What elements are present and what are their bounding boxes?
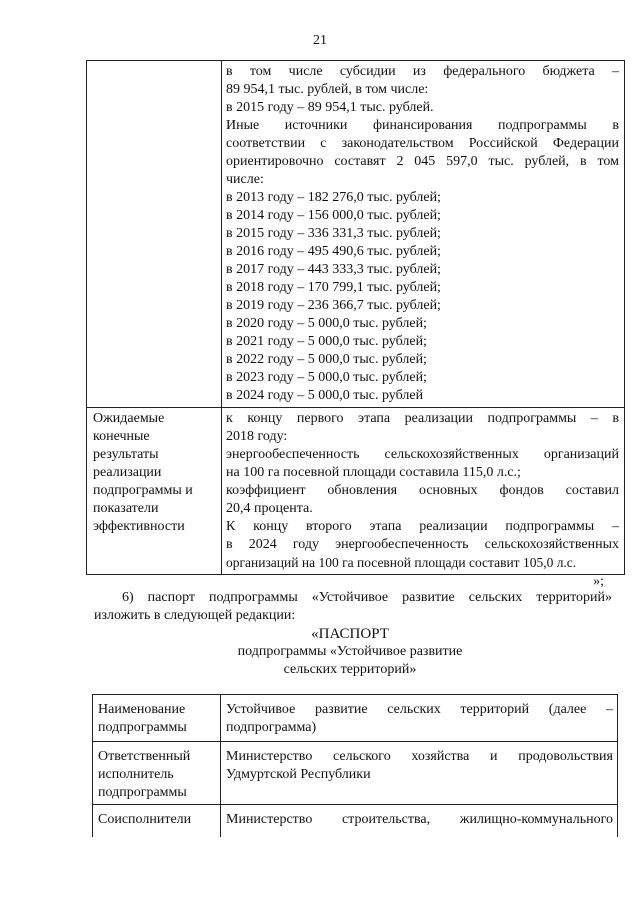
passport-value-cell — [221, 695, 618, 742]
passport-heading — [90, 625, 610, 679]
value-line: подпрограмма) — [226, 720, 317, 735]
value-line: Министерство строительства, жилищно-коммунального — [226, 812, 613, 827]
passport-subtitle: сельских территорий» — [283, 662, 417, 677]
text-line: к концу первого этапа реализации подпрограммы – в — [226, 411, 619, 426]
year-line: в 2015 году – 336 331,3 тыс. рублей; — [226, 226, 441, 241]
year-line: в 2022 году – 5 000,0 тыс. рублей; — [226, 352, 427, 367]
year-line: в 2017 году – 443 333,3 тыс. рублей; — [226, 262, 441, 277]
funding-label-cell — [87, 61, 222, 408]
page-number: 21 — [313, 33, 327, 48]
year-line: в 2018 году – 170 799,1 тыс. рублей; — [226, 280, 441, 295]
label-line: конечные — [93, 429, 150, 444]
text-line: соответствии с законодательством Российской Федерации — [226, 136, 619, 151]
item-6-intro — [94, 589, 612, 625]
text-line: энергообеспеченность сельскохозяйственных организаций — [226, 447, 619, 462]
passport-value-cell — [221, 742, 618, 805]
label-line: подпрограммы — [98, 720, 187, 735]
text-line: К концу второго этапа реализации подпрограммы – — [226, 519, 619, 534]
text-line: ориентировочно составят 2 045 597,0 тыс. рублей, в том — [226, 154, 619, 169]
label-line: Ожидаемые — [93, 411, 165, 426]
passport-value-cell — [221, 805, 618, 838]
passport-label-cell — [93, 742, 221, 805]
label-line: результаты — [93, 447, 159, 462]
text-line: 20,4 процента. — [226, 501, 313, 516]
text-line: в 2015 году – 89 954,1 тыс. рублей. — [226, 100, 434, 115]
value-line: Удмуртской Республики — [226, 767, 371, 782]
text-line: 2018 году: — [226, 429, 288, 444]
label-line: показатели — [93, 501, 159, 516]
value-line: Устойчивое развитие сельских территорий (далее – — [226, 702, 613, 717]
label-line: подпрограммы и — [93, 483, 193, 498]
year-line: в 2014 году – 156 000,0 тыс. рублей; — [226, 208, 441, 223]
text-line: организаций на 100 га посевной площади составит 105,0 л.с. — [226, 555, 577, 570]
expected-results-row — [87, 408, 625, 575]
funding-row — [87, 61, 625, 408]
year-line: в 2020 году – 5 000,0 тыс. рублей; — [226, 316, 427, 331]
label-line: Ответственный — [98, 749, 191, 764]
passport-row-executor — [93, 742, 618, 805]
text-line: в том числе субсидии из федерального бюджета – — [226, 64, 619, 79]
text-line: на 100 га посевной площади составила 115,0 л.с.; — [226, 465, 521, 480]
label-line: реализации — [93, 465, 162, 480]
label-line: эффективности — [93, 519, 185, 534]
label-line: Соисполнители — [98, 812, 192, 827]
text-line: Иные источники финансирования подпрограммы в — [226, 118, 619, 133]
funding-table — [86, 60, 625, 575]
text-line: коэффициент обновления основных фондов составил — [226, 483, 619, 498]
year-line: в 2013 году – 182 276,0 тыс. рублей; — [226, 190, 441, 205]
closing-quote: »; — [593, 574, 604, 589]
year-line: в 2024 году – 5 000,0 тыс. рублей — [226, 388, 424, 403]
year-line: в 2021 году – 5 000,0 тыс. рублей; — [226, 334, 427, 349]
text-line: в 2024 году энергообеспеченность сельскохозяйственных — [226, 537, 619, 552]
intro-line: 6) паспорт подпрограммы «Устойчивое развитие сельских территорий» — [122, 590, 612, 605]
year-line: в 2019 году – 236 366,7 тыс. рублей; — [226, 298, 441, 313]
label-line: Наименование — [98, 702, 186, 717]
passport-row-name — [93, 695, 618, 742]
passport-subtitle: подпрограммы «Устойчивое развитие — [237, 644, 463, 659]
passport-label-cell — [93, 805, 221, 838]
value-line: Министерство сельского хозяйства и продовольствия — [226, 749, 613, 764]
passport-label-cell — [93, 695, 221, 742]
passport-title: «ПАСПОРТ — [311, 626, 389, 642]
label-line: исполнитель — [98, 767, 174, 782]
text-line: 89 954,1 тыс. рублей, в том числе: — [226, 82, 429, 97]
expected-results-text-cell — [222, 408, 625, 575]
year-line: в 2023 году – 5 000,0 тыс. рублей; — [226, 370, 427, 385]
label-line: подпрограммы — [98, 785, 187, 800]
intro-line: изложить в следующей редакции: — [94, 608, 296, 623]
passport-row-coexecutors — [93, 805, 618, 838]
passport-table — [92, 694, 618, 837]
funding-text-cell — [222, 61, 625, 408]
expected-results-label-cell — [87, 408, 222, 575]
year-line: в 2016 году – 495 490,6 тыс. рублей; — [226, 244, 441, 259]
text-line: числе: — [226, 172, 264, 187]
